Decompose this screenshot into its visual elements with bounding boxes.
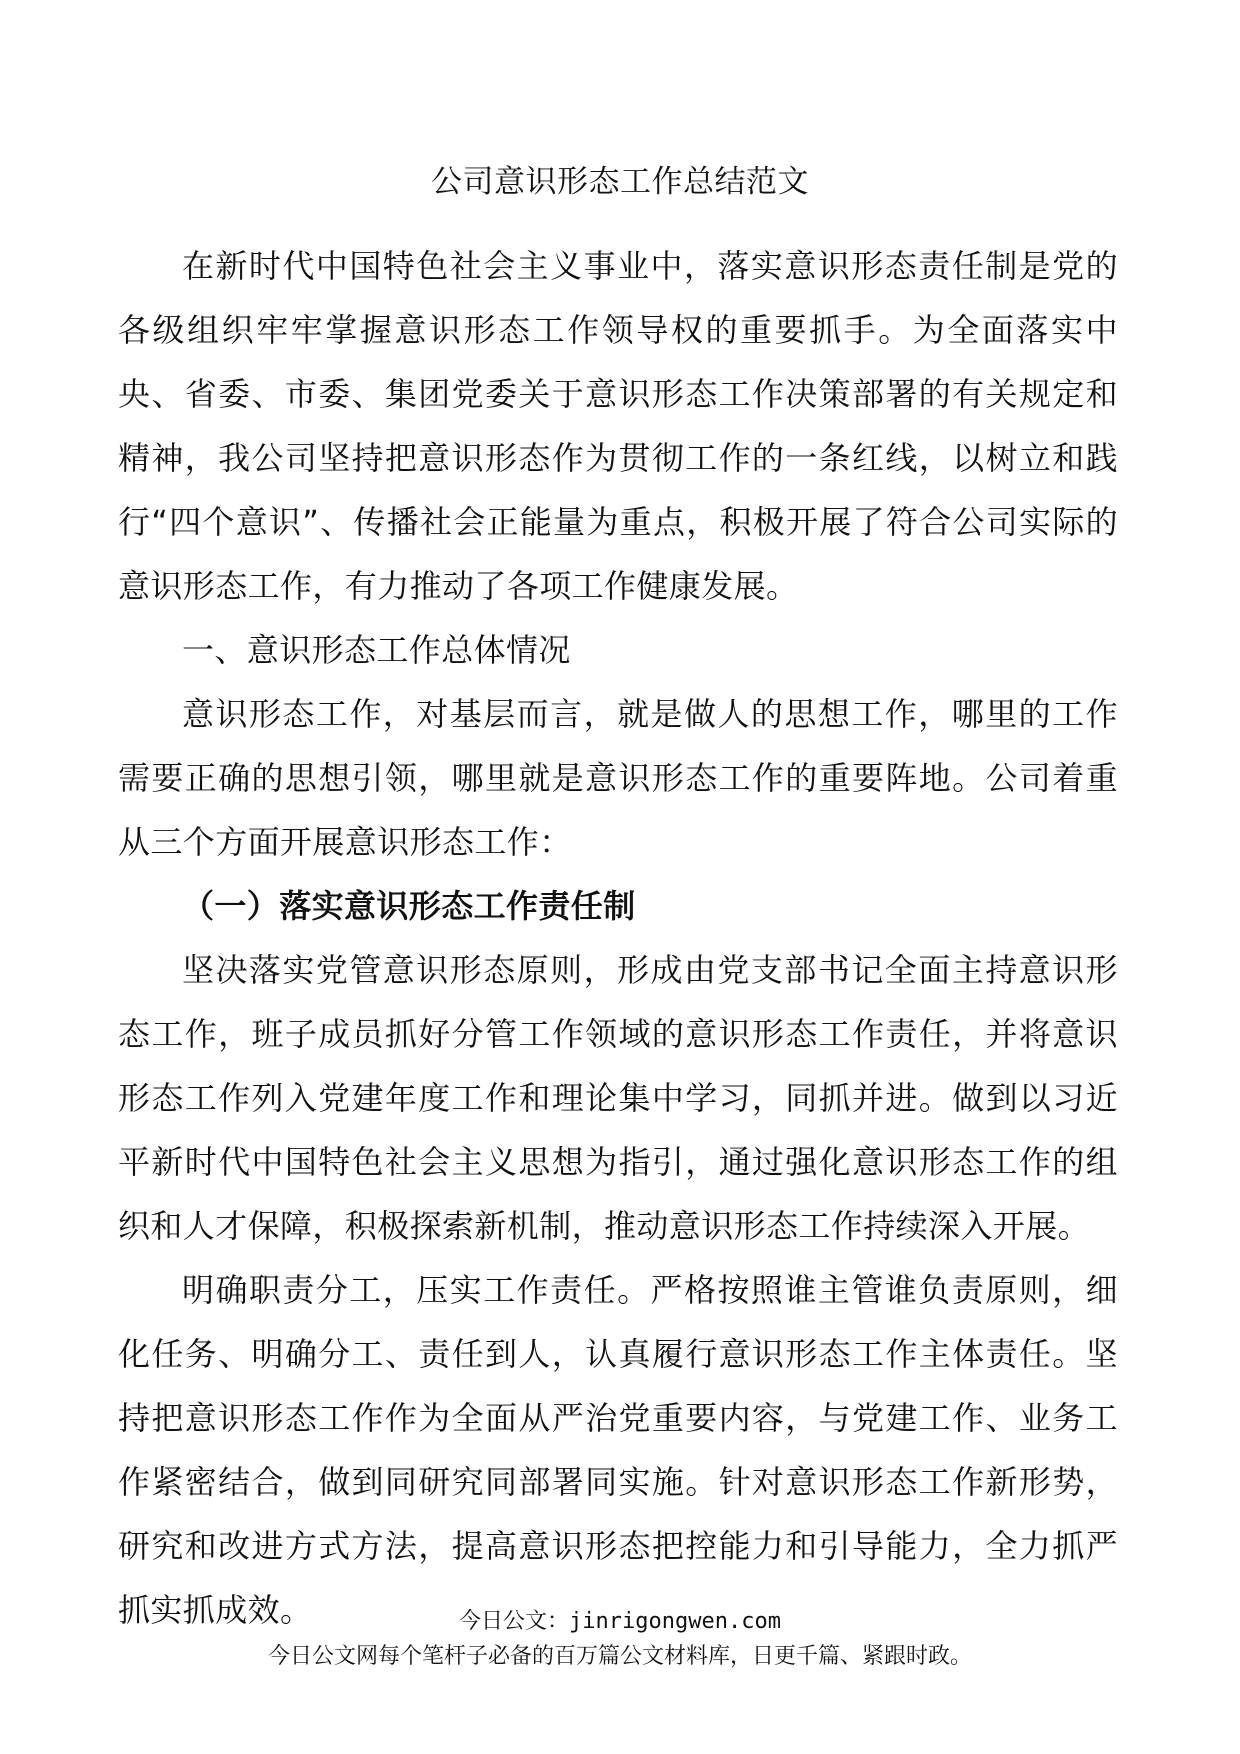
document-body: [118, 234, 1118, 1642]
subsection-heading-1: （一）落实意识形态工作责任制: [182, 887, 636, 925]
intro-paragraph: 在新时代中国特色社会主义事业中，落实意识形态责任制是党的各级组织牢牢掌握意识形态工作领导权的重要抓手。为全面落实中央、省委、市委、集团党委关于意识形态工作决策部署的有关规定和精神，我公司坚持把意识形态作为贯彻工作的一条红线，以树立和践行“四个意识”、传播社会正能量为重点，积极开展了符合公司实际的意识形态工作，有力推动了各项工作健康发展。: [118, 247, 1118, 605]
section-heading-1: 一、意识形态工作总体情况: [182, 631, 571, 669]
footer-slogan: 今日公文网每个笔杆子必备的百万篇公文材料库，日更千篇、紧跟时政。: [267, 1644, 972, 1669]
section-1-paragraph: 意识形态工作，对基层而言，就是做人的思想工作，哪里的工作需要正确的思想引领，哪里就是意识形态工作的重要阵地。公司着重从三个方面开展意识形态工作：: [118, 695, 1118, 861]
footer-site-url[interactable]: jinrigongwen.com: [569, 1609, 781, 1634]
footer-site-line: [0, 1606, 1240, 1638]
document-title: 公司意识形态工作总结范文: [431, 164, 809, 200]
subsection-1-paragraph-2: 明确职责分工，压实工作责任。严格按照谁主管谁负责原则，细化任务、明确分工、责任到人，认真履行意识形态工作主体责任。坚持把意识形态工作作为全面从严治党重要内容，与党建工作、业务工作紧密结合，做到同研究同部署同实施。针对意识形态工作新形势，研究和改进方式方法，提高意识形态把控能力和引导能力，全力抓严抓实抓成效。: [118, 1271, 1118, 1629]
footer-site-label: 今日公文：: [459, 1609, 570, 1634]
subsection-1-paragraph-1: 坚决落实党管意识形态原则，形成由党支部书记全面主持意识形态工作，班子成员抓好分管工作领域的意识形态工作责任，并将意识形态工作列入党建年度工作和理论集中学习，同抓并进。做到以习近平新时代中国特色社会主义思想为指引，通过强化意识形态工作的组织和人才保障，积极探索新机制，推动意识形态工作持续深入开展。: [118, 951, 1118, 1245]
